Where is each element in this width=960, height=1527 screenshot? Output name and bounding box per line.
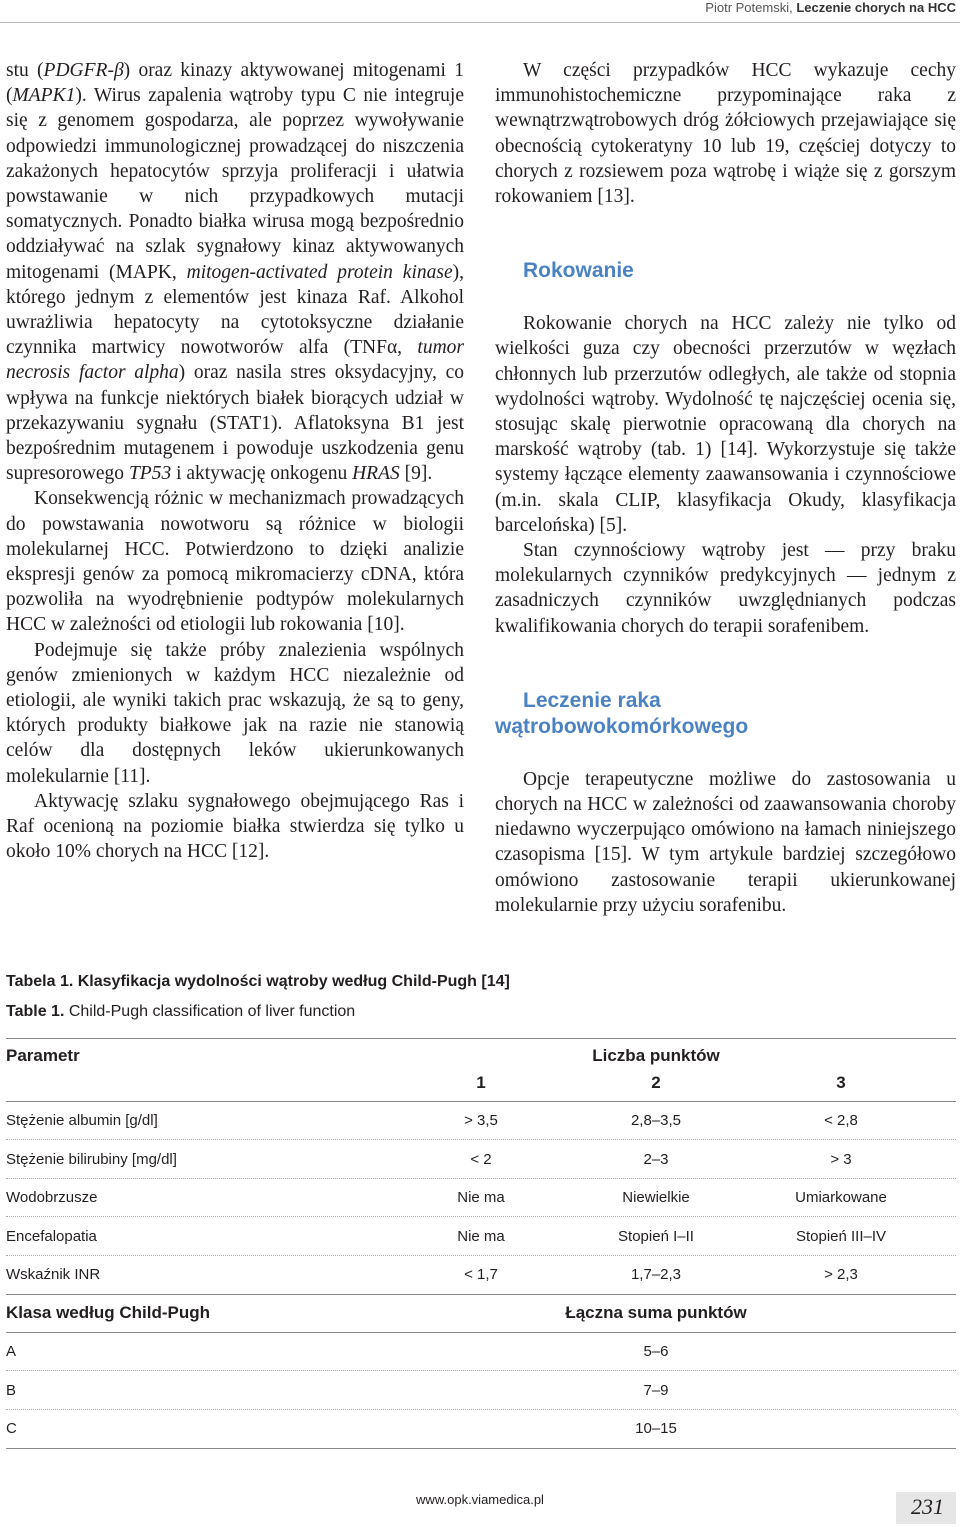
row-encephalopathy-3: Stopień III–IV [795,1228,887,1245]
row-bilirubin-1: < 2 [470,1151,492,1168]
row-ascites-1: Nie ma [457,1189,505,1206]
section-heading-rokowanie: Rokowanie [523,259,634,283]
row-ascites-2: Niewielkie [622,1189,690,1206]
row-divider [6,1370,956,1371]
table-top-rule [6,1038,956,1039]
row-albumin-1: > 3,5 [464,1112,498,1129]
row-bilirubin-3: > 3 [830,1151,852,1168]
right-paragraph-2: Rokowanie chorych na HCC zależy nie tylko od wielkości guza czy obecności przerzutów w węzłach chłonnych lub przerzutów odległych, ale także od stopnia wydolności wątroby. Wydolność tę najczęściej ocenia się, stosując skalę pierwotnie opracowaną dla chorych na marskość wątroby (tab. 1) [14]. Wykorzystuje się także systemy łączące elementy zaawansowania i czynnościowe (m.in. skala CLIP, klasyfikacja Okudy, klasyfikacja barcelońska) [5]. [495,313,956,536]
row-inr-3: > 2,3 [824,1266,858,1283]
right-paragraph-1: W części przypadków HCC wykazuje cechy immunohistochemiczne przypominające raka z wewnątrzwątrobowych dróg żółciowych przejawiające się obecnością cytokeratyny 10 lub 19, częściej dotyczy to chorych z rozsiewem poza wątrobę i wiąże się z gorszym rokowaniem [13]. [495,60,956,208]
running-header [640,0,956,16]
heading-leczenie-line2: wątrobowokomórkowego [495,714,749,738]
header-points-2: 2 [651,1073,661,1092]
row-albumin-name: Stężenie albumin [g/dl] [6,1112,158,1129]
caption-pl-text: Klasyfikacja wydolności wątroby według Child-Pugh [14] [77,973,510,990]
row-inr-name: Wskaźnik INR [6,1266,101,1283]
row-encephalopathy-1: Nie ma [457,1228,505,1245]
class-section-rule [6,1294,956,1295]
right-paragraph-4: Opcje terapeutyczne możliwe do zastosowania u chorych na HCC w zależności od zaawansowania choroby niedawno wyczerpująco omówiono na łamach niniejszego czasopisma [15]. W tym artykule bardziej szczegółowo omówiono zastosowanie terapii ukierunkowanej molekularnie przy użyciu sorafenibu. [495,768,956,916]
header-points-3: 3 [836,1073,846,1092]
left-paragraph-4: Aktywację szlaku sygnałowego obejmującego Ras i Raf ocenioną na poziomie białka stwierdza się tylko u około 10% chorych na HCC [12]. [6,790,464,863]
row-divider [6,1139,956,1140]
row-encephalopathy-2: Stopień I–II [618,1228,694,1245]
right-column [495,58,956,918]
class-c-name: C [6,1420,17,1437]
class-b-name: B [6,1382,17,1399]
row-bilirubin-2: 2–3 [643,1151,669,1168]
class-header-rule [6,1332,956,1333]
page-number-box [896,1492,956,1524]
table-caption-pl [6,972,510,992]
header-liczba-punktow: Liczba punktów [592,1046,720,1065]
row-albumin-3: < 2,8 [824,1112,858,1129]
header-parametr: Parametr [6,1046,80,1065]
class-a-name: A [6,1343,17,1360]
header-rule [0,22,960,23]
row-inr-1: < 1,7 [464,1266,498,1283]
row-divider [6,1216,956,1217]
table-bottom-rule [6,1448,956,1449]
table-caption-en [6,1002,355,1022]
header-author: Piotr Potemski, [705,0,793,15]
row-ascites-name: Wodobrzusze [6,1189,98,1206]
class-b-sum: 7–9 [643,1382,669,1399]
header-title: Leczenie chorych na HCC [796,0,956,15]
row-divider [6,1178,956,1179]
row-albumin-2: 2,8–3,5 [630,1112,682,1129]
section-heading-leczenie [495,688,956,740]
left-paragraph-3: Podejmuje się także próby znalezienia wspólnych genów zmienionych w każdym HCC niezależnie od etiologii, ale wyniki takich prac wskazują, że są to geny, których produkty białkowe jak na razie nie stanowią celów dla dostępnych leków ukierunkowanych molekularnie [11]. [6,639,464,787]
header-points-1: 1 [476,1073,486,1092]
footer-url[interactable]: www.opk.viamedica.pl [416,1492,544,1507]
left-paragraph-2: Konsekwencją różnic w mechanizmach prowadzących do powstawania nowotworu są różnice w biologii molekularnej HCC. Potwierdzono to dzięki analizie ekspresji genów za pomocą mikromacierzy cDNA, która pozwoliła na wyodrębnienie podtypów molekularnych HCC w zależności od etiologii lub rokowania [10]. [6,488,464,636]
header-suma: Łączna suma punktów [565,1303,747,1322]
row-ascites-3: Umiarkowane [795,1189,887,1206]
caption-en-label: Table 1. [6,1003,65,1020]
left-column [6,58,464,865]
row-divider [6,1409,956,1410]
caption-en-text: Child-Pugh classification of liver function [68,1003,356,1020]
header-klasa: Klasa według Child-Pugh [6,1303,211,1322]
row-encephalopathy-name: Encefalopatia [6,1228,97,1245]
page-number: 231 [911,1494,944,1519]
class-a-sum: 5–6 [643,1343,669,1360]
row-inr-2: 1,7–2,3 [630,1266,682,1283]
right-paragraph-3: Stan czynnościowy wątroby jest — przy braku molekularnych czynników predykcyjnych — jednym z zasadniczych czynników uwzględnianych podczas kwalifikowania chorych do terapii sorafenibem. [495,540,956,637]
row-divider [6,1255,956,1256]
header-rule [6,1101,956,1102]
caption-pl-label: Tabela 1. [6,973,74,990]
heading-leczenie-line1: Leczenie raka [523,688,661,712]
row-bilirubin-name: Stężenie bilirubiny [mg/dl] [6,1151,177,1168]
left-paragraph-1: stu (PDGFR-β) oraz kinazy aktywowanej mitogenami 1 (MAPK1). Wirus zapalenia wątroby typu C nie integruje się z genomem gospodarza, ale poprzez wywoływanie odpowiedzi immunologicznej prowadzącej do niszczenia zakażonych hepatocytów sprzyja proliferacji i ułatwia powstawanie w nich przypadkowych mutacji somatycznych. Ponadto białka wirusa mogą bezpośrednio oddziaływać na szlak sygnałowy kinaz aktywowanych mitogenami (MAPK, mitogen-activated protein kinase), którego jednym z elementów jest kinaza Raf. Alkohol uwrażliwia hepatocyty na cytotoksyczne działanie czynnika martwicy nowotworów alfa (TNFα, tumor necrosis factor alpha) oraz nasila stres oksydacyjny, co wpływa na funkcje niektórych białek biorących udział w przekazywaniu sygnału (STAT1). Aflatoksyna B1 jest bezpośrednim mutagenem i powoduje uszkodzenia genu supresorowego TP53 i aktywację onkogenu HRAS [9]. [6,60,465,485]
class-c-sum: 10–15 [635,1420,677,1437]
